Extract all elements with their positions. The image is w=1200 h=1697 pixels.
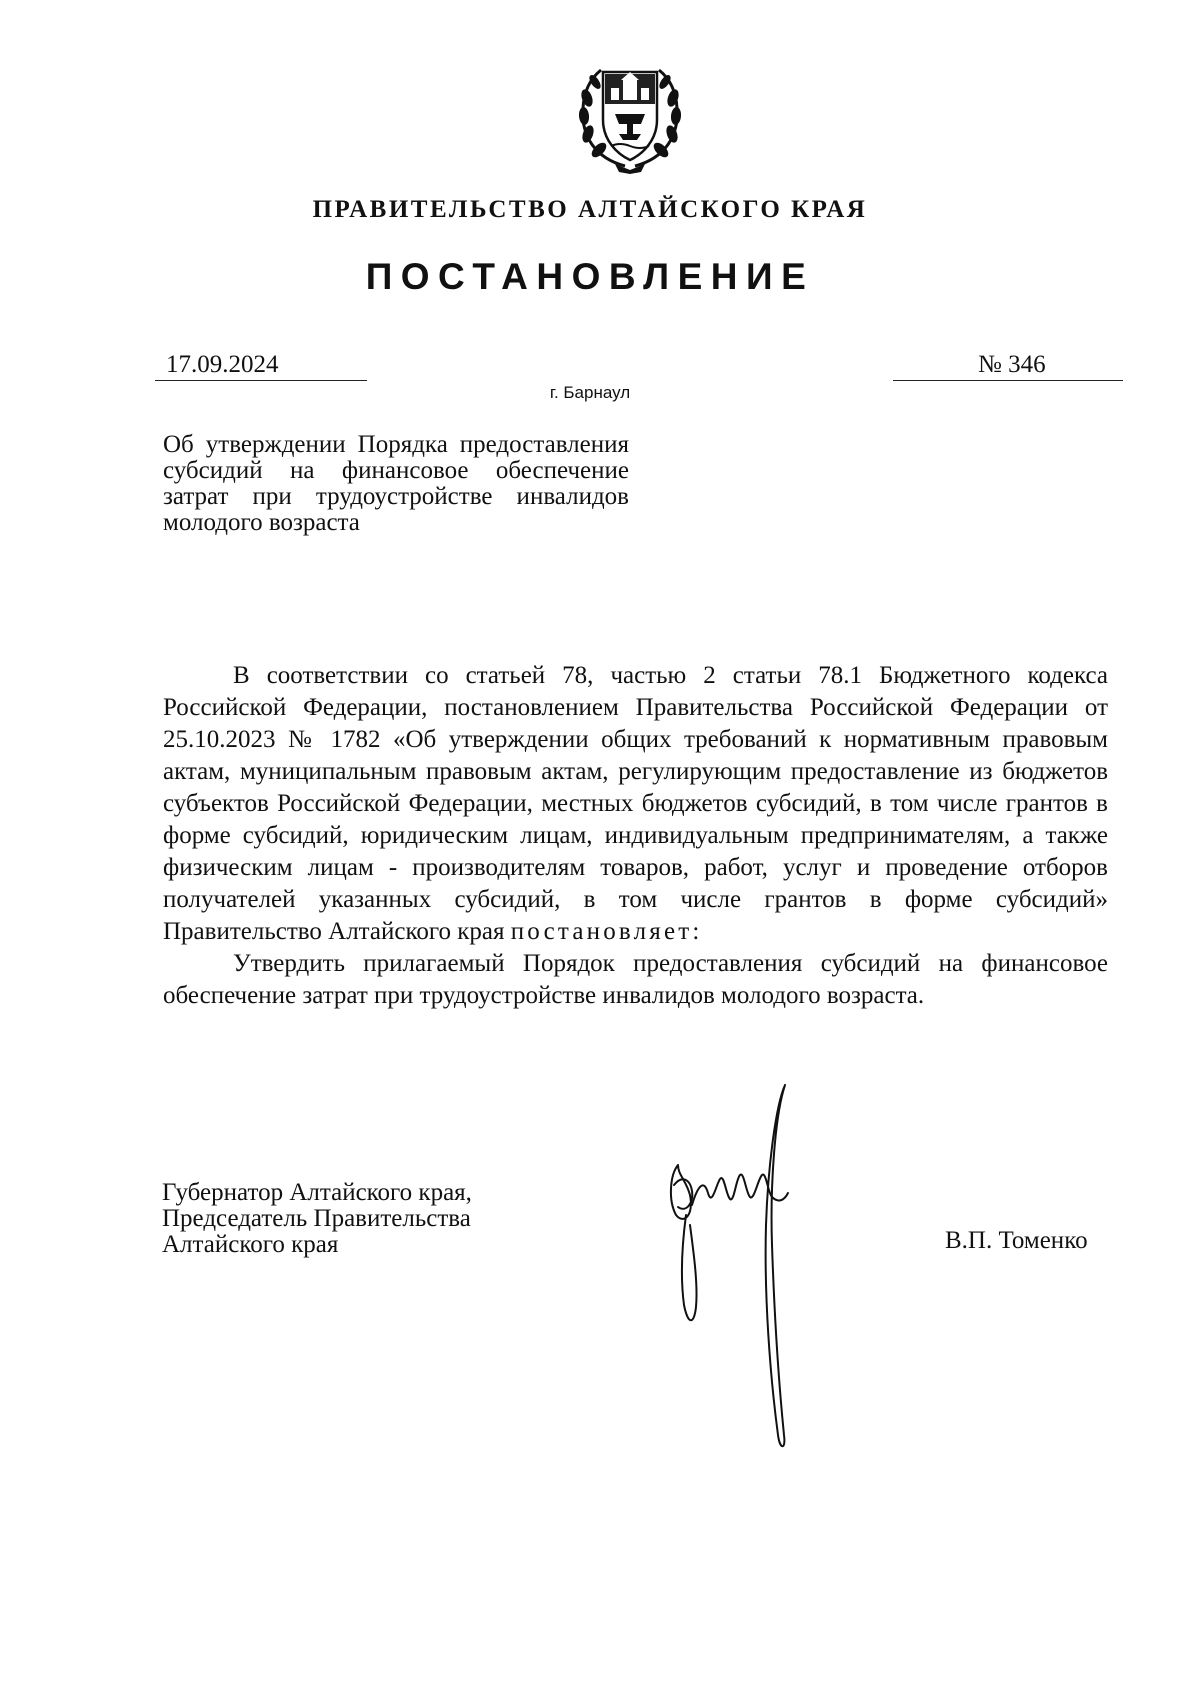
- document-subject: Об утверждении Порядка предоставления субсидий на финансовое обеспечение затрат при трудоустройстве инвалидов молодого возраста: [163, 431, 629, 536]
- signatory-position-line-1: Губернатор Алтайского края,: [162, 1179, 472, 1206]
- body-paragraph-2: Утвердить прилагаемый Порядок предоставления субсидий на финансовое обеспечение затрат при трудоустройстве инвалидов молодого возраста.: [163, 950, 1108, 1009]
- government-title: ПРАВИТЕЛЬСТВО АЛТАЙСКОГО КРАЯ: [312, 196, 868, 223]
- document-date: 17.09.2024: [155, 350, 367, 381]
- body-paragraph-1: [163, 660, 1108, 948]
- signatory-position: [162, 1180, 582, 1258]
- handwritten-signature-icon: [660, 1075, 830, 1455]
- signatory-position-line-3: Алтайского края: [162, 1231, 339, 1258]
- document-number: № 346: [893, 350, 1123, 381]
- document-city: г. Барнаул: [549, 383, 631, 402]
- resolution-verb: постановляет:: [510, 918, 703, 945]
- signatory-position-line-2: Председатель Правительства: [162, 1205, 471, 1232]
- signatory-name: В.П. Томенко: [945, 1227, 1088, 1254]
- body-paragraph-1-text: В соответствии со статьей 78, частью 2 статьи 78.1 Бюджетного кодекса Российской Федерации, постановлением Правительства Российской Федерации от 25.10.2023 № 1782 «Об утверждении общих требований к нормативным правовым актам, муниципальным правовым актам, регулирующим предоставление из бюджетов субъектов Российской Федерации, местных бюджетов субсидий, в том числе грантов в форме субсидий, юридическим лицам, индивидуальным предпринимателям, а также физическим лицам - производителям товаров, работ, услуг и проведение отборов получателей указанных субсидий, в том числе грантов в форме субсидий» Правительство Алтайского края: [163, 662, 1108, 945]
- document-body: [163, 660, 1108, 1012]
- coat-of-arms-icon: [575, 58, 685, 174]
- document-type-title: ПОСТАНОВЛЕНИЕ: [365, 256, 815, 297]
